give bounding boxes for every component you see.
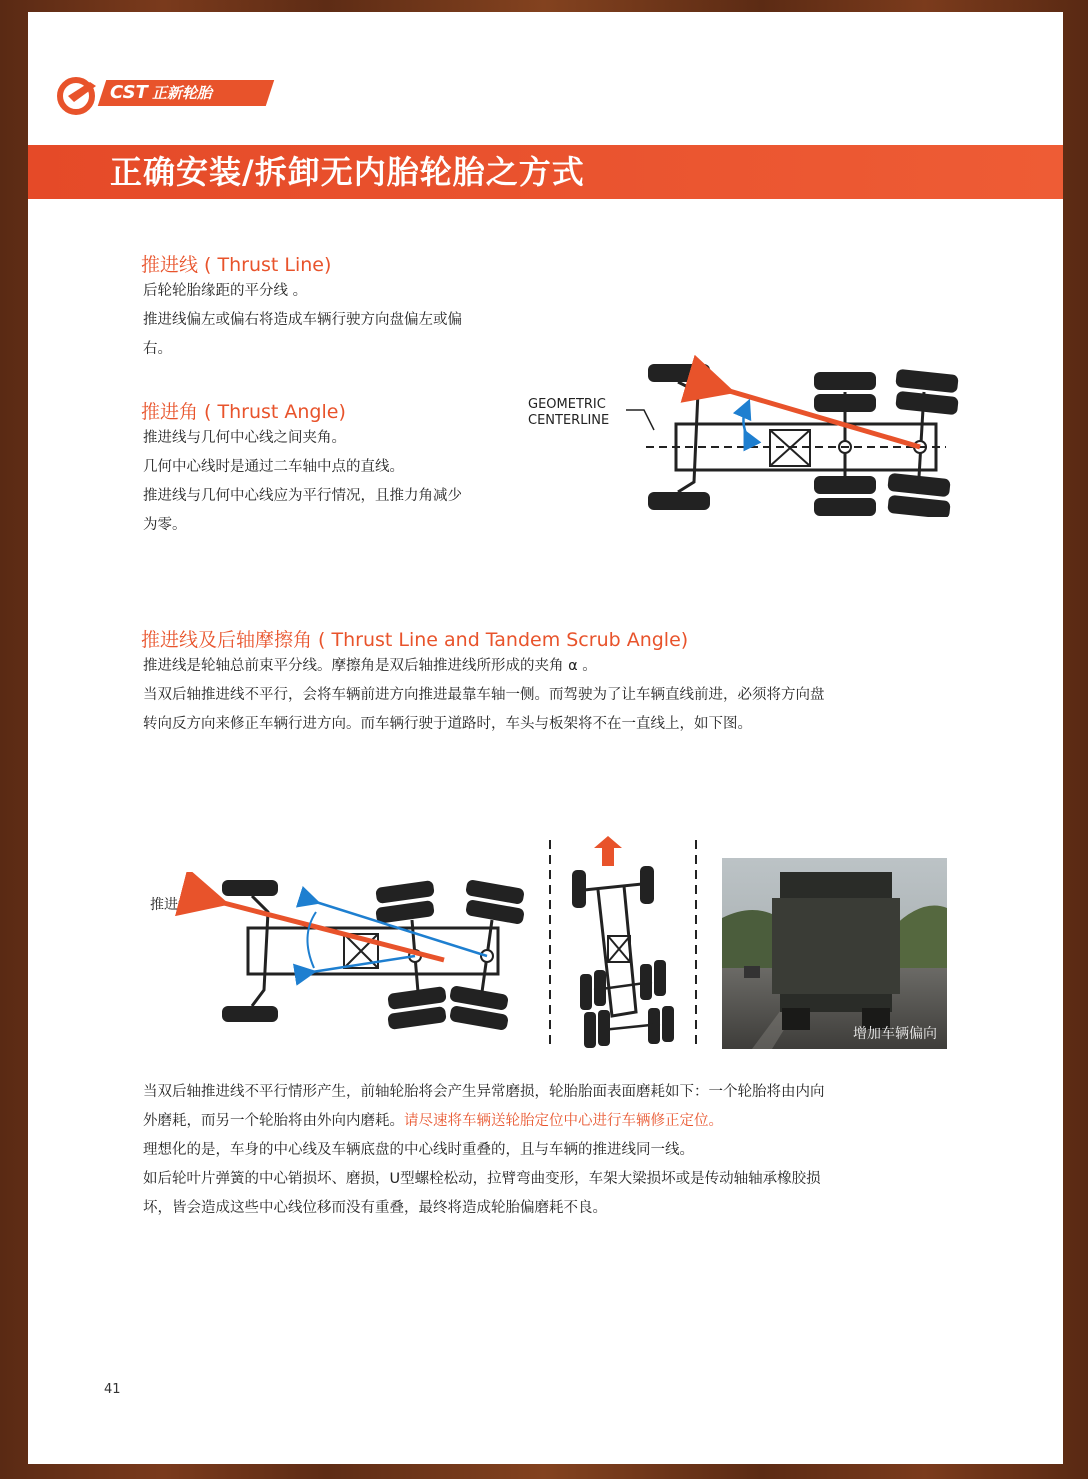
truck-photo-image <box>722 858 947 1049</box>
paragraph-line: 坏，皆会造成这些中心线位移而没有重叠，最终将造成轮胎偏磨耗不良。 <box>143 1200 607 1216</box>
thrust-angle-title: 推进角 ( Thrust Angle) <box>141 401 346 423</box>
paragraph-line: 理想化的是，车身的中心线及车辆底盘的中心线时重叠的，且与车辆的推进线同一线。 <box>143 1142 694 1158</box>
paragraph-segment: 外磨耗，而另一个轮胎将由外向内磨耗。 <box>143 1113 404 1129</box>
paragraph-line: 推进线与几何中心线应为平行情况，且推力角减少 <box>143 488 462 504</box>
centerline-label-2: CENTERLINE <box>528 413 610 428</box>
paragraph-line: 如后轮叶片弹簧的中心销损坏、磨损，U型螺栓松动，拉臂弯曲变形，车架大梁损坏或是传动轴轴承橡胶损 <box>143 1171 821 1187</box>
scrub-angle-title: 推进线及后轴摩擦角 ( Thrust Line and Tandem Scrub Angle) <box>141 629 689 651</box>
vehicle-deviation-diagram <box>544 836 704 1054</box>
paragraph-line: 当双后轴推进线不平行情形产生，前轴轮胎将会产生异常磨损，轮胎胎面表面磨耗如下：一个轮胎将由内向 <box>143 1084 825 1100</box>
scrub-angle-text <box>143 652 963 739</box>
thrust-line-text <box>143 277 533 364</box>
title-banner <box>28 145 1063 199</box>
paragraph-line: 推进线偏左或偏右将造成车辆行驶方向盘偏左或偏 <box>143 312 462 328</box>
centerline-label-1: GEOMETRIC <box>528 397 606 412</box>
paragraph-line: 几何中心线时是通过二车轴中点的直线。 <box>143 459 404 475</box>
photo-caption: 增加车辆偏向 <box>853 1026 937 1042</box>
paragraph-line: 推进线是轮轴总前束平分线。摩擦角是双后轴推进线所形成的夹角 α 。 <box>143 658 597 674</box>
scrub-angle-diagram <box>144 872 534 1032</box>
thrust-line-title: 推进线 ( Thrust Line) <box>141 254 332 276</box>
paragraph-line: 右。 <box>143 341 172 357</box>
thrust-angle-diagram <box>526 352 966 517</box>
paragraph-line <box>143 1107 963 1136</box>
document-page <box>28 12 1063 1464</box>
thrust-line-label: 推进线 <box>150 897 192 913</box>
conclusion-text <box>143 1078 963 1223</box>
paragraph-line: 当双后轴推进线不平行，会将车辆前进方向推进最靠车轴一侧。而驾驶为了让车辆直线前进，必须将方向盘 <box>143 687 825 703</box>
forward-arrow-icon <box>594 836 622 866</box>
truck-photo <box>722 858 947 1049</box>
thrust-angle-text <box>143 424 533 540</box>
page-title: 正确安装/拆卸无内胎轮胎之方式 <box>110 153 585 191</box>
paragraph-line: 推进线与几何中心线之间夹角。 <box>143 430 346 446</box>
logo-brand: CST <box>110 82 148 103</box>
page-number: 41 <box>104 1382 121 1397</box>
cst-logo-icon <box>56 76 102 116</box>
paragraph-line: 转向反方向来修正车辆行进方向。而车辆行驶于道路时，车头与板架将不在一直线上，如下图。 <box>143 716 752 732</box>
cst-logo <box>56 74 296 122</box>
paragraph-line: 后轮轮胎缘距的平分线 。 <box>143 283 308 299</box>
highlighted-warning: 请尽速将车辆送轮胎定位中心进行车辆修正定位。 <box>404 1113 723 1129</box>
paragraph-line: 为零。 <box>143 517 187 533</box>
logo-text <box>98 80 274 106</box>
logo-brand-cn: 正新轮胎 <box>151 84 212 102</box>
